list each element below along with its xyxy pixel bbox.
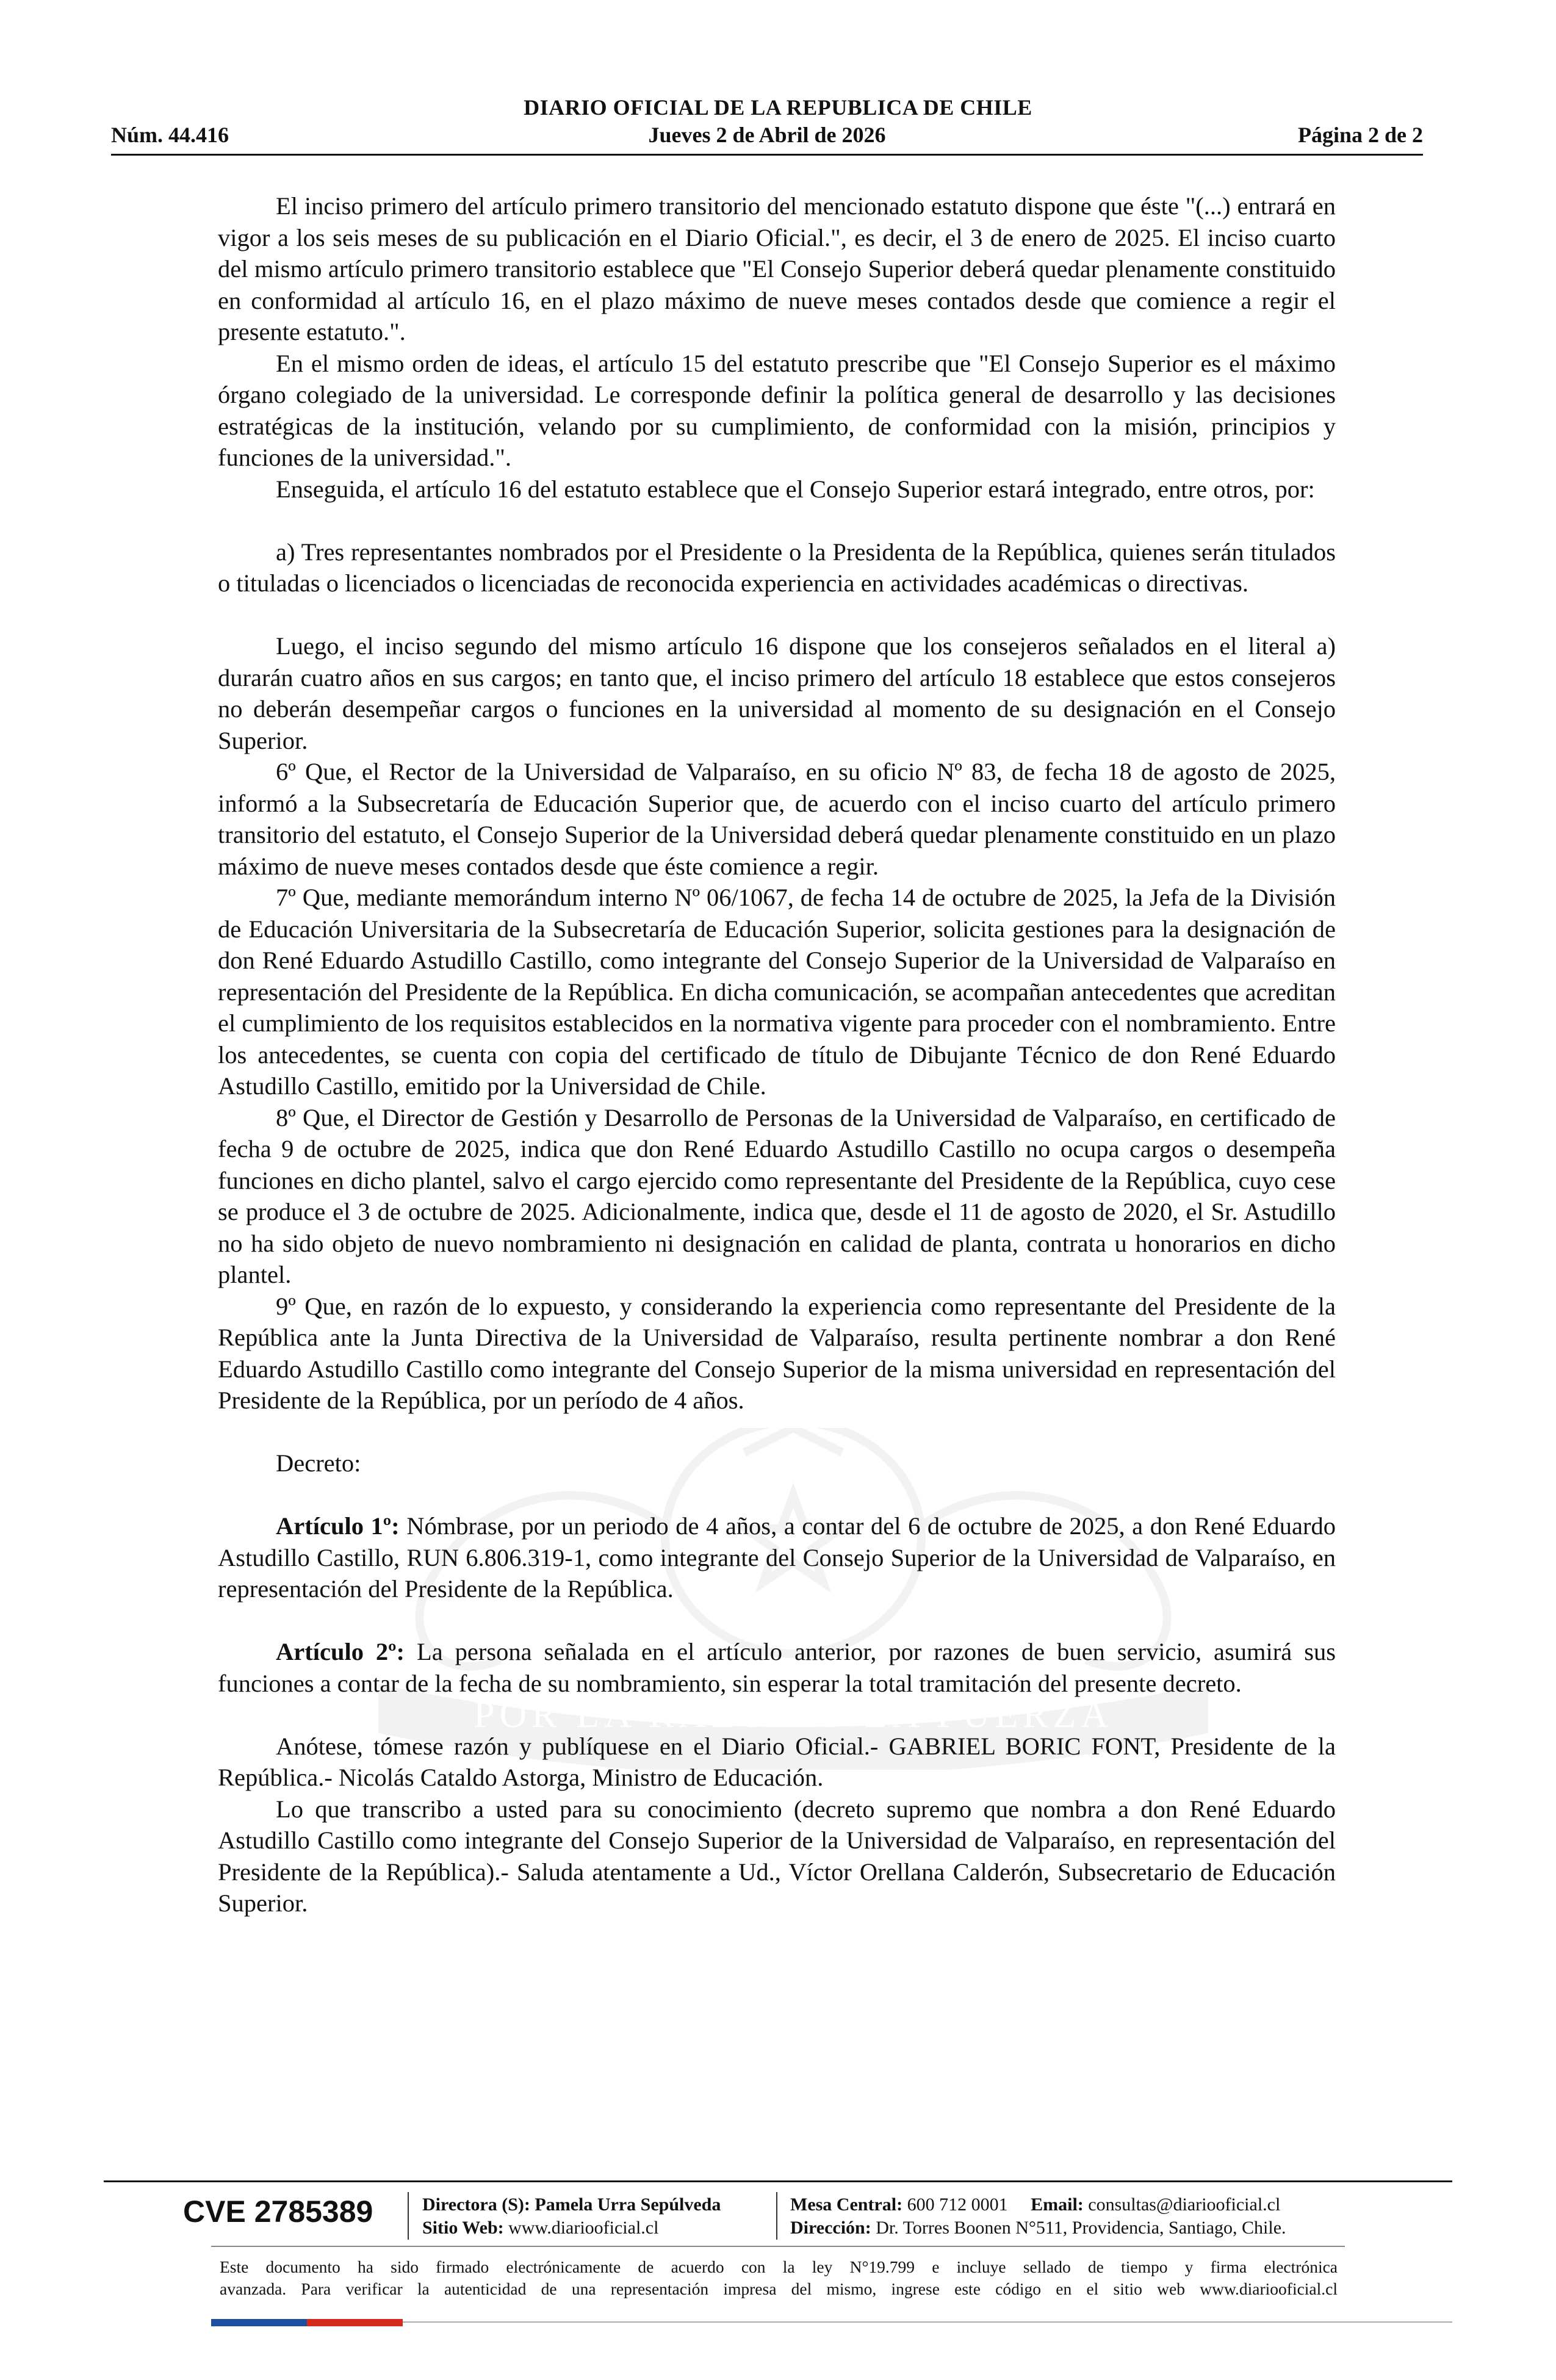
paragraph-6: 6º Que, el Rector de la Universidad de Valparaíso, en su oficio Nº 83, de fecha 18 de agosto de 2025, informó a la Subsecretaría de Educación Superior que, de acuerdo con el inciso cuarto del artículo primero transitorio del estatuto, el Consejo Superior de la Universidad deberá quedar plenamente constituido en un plazo máximo de nueve meses contados desde que éste comience a regir. <box>218 758 1336 880</box>
signature-notice <box>220 2256 1338 2300</box>
header-divider <box>111 154 1423 156</box>
signature-notice-line-2: avanzada. Para verificar la autenticidad de una representación impresa del mismo, ingrese este código en el sitio web www.diariooficial.cl <box>220 2279 1338 2298</box>
signature-notice-line-1: Este documento ha sido firmado electrónicamente de acuerdo con la ley N°19.799 e incluye sellado de tiempo y firma electrónica <box>220 2257 1338 2276</box>
footer-divider-bottom <box>403 2321 1452 2323</box>
paragraph-closing: Anótese, tómese razón y publíquese en el Diario Oficial.- GABRIEL BORIC FONT, Presidente de la República.- Nicolás Cataldo Astorga, Ministro de Educación. <box>218 1732 1336 1791</box>
phone-value: 600 712 0001 <box>902 2194 1008 2215</box>
paragraph-7: 7º Que, mediante memorándum interno Nº 06/1067, de fecha 14 de octubre de 2025, la Jefa de la División de Educación Universitaria de la Subsecretaría de Educación Superior, solicita gestiones para la designación de don René Eduardo Astudillo Castillo, como integrante del Consejo Superior de la Universidad de Valparaíso en representación del Presidente de la República. En dicha comunicación, se acompañan antecedentes que acreditan el cumplimiento de los requisitos establecidos en la normativa vigente para proceder con el nombramiento. Entre los antecedentes, se cuenta con copia del certificado de título de Dibujante Técnico de don René Eduardo Astudillo Castillo, emitido por la Universidad de Chile. <box>218 884 1336 1100</box>
watermark-motto: POR LA RAZÓN O LA FUERZA <box>473 1694 1114 1736</box>
article-2-label: Artículo 2º: <box>276 1638 405 1665</box>
paragraph-5: Luego, el inciso segundo del mismo artículo 16 dispone que los consejeros señalados en el literal a) durarán cuatro años en sus cargos; en tanto que, el inciso primero del artículo 18 establece que estos consejeros no deberán desempeñar cargos o funciones en la universidad al momento de su designación en el Consejo Superior. <box>218 632 1336 754</box>
footer-contact-column <box>790 2193 1286 2240</box>
footer-separator-1 <box>408 2192 409 2240</box>
article-1-text: Nómbrase, por un periodo de 4 años, a contar del 6 de octubre de 2025, a don René Eduardo Astudillo Castillo, RUN 6.806.319-1, como integrante del Consejo Superior de la Universidad de Valparaíso, en representación del Presidente de la República. <box>218 1512 1336 1603</box>
paragraph-transcription: Lo que transcribo a usted para su conocimiento (decreto supremo que nombra a don René Eduardo Astudillo Castillo como integrante del Consejo Superior de la Universidad de Valparaíso, en representación del Presidente de la República).- Saluda atentamente a Ud., Víctor Orellana Calderón, Subsecretario de Educación Superior. <box>218 1795 1336 1917</box>
newspaper-title: DIARIO OFICIAL DE LA REPUBLICA DE CHILE <box>524 95 1032 120</box>
paragraph-9: 9º Que, en razón de lo expuesto, y considerando la experiencia como representante del Presidente de la República ante la Junta Directiva de la Universidad de Valparaíso, resulta pertinente nombrar a don René Eduardo Astudillo Castillo como integrante del Consejo Superior de la misma universidad en representación del Presidente de la República, por un período de 4 años. <box>218 1292 1336 1414</box>
paragraph-4: a) Tres representantes nombrados por el Presidente o la Presidenta de la República, quienes serán titulados o tituladas o licenciados o licenciadas de reconocida experiencia en actividades académicas o directivas. <box>218 538 1336 597</box>
paragraph-8: 8º Que, el Director de Gestión y Desarrollo de Personas de la Universidad de Valparaíso, en certificado de fecha 9 de octubre de 2025, indica que don René Eduardo Astudillo Castillo no ocupa cargos o desempeña funciones en dicho plantel, salvo el cargo ejercido como representante del Presidente de la República, cuyo cese se produce el 3 de octubre de 2025. Adicionalmente, indica que, desde el 11 de agosto de 2020, el Sr. Astudillo no ha sido objeto de nuevo nombramiento ni designación en calidad de planta, contrata u honorarios en dicho plantel. <box>218 1103 1336 1288</box>
article-1-label: Artículo 1º: <box>276 1512 400 1540</box>
email-link[interactable]: consultas@diariooficial.cl <box>1083 2194 1281 2215</box>
paragraph-3: Enseguida, el artículo 16 del estatuto establece que el Consejo Superior estará integrado, entre otros, por: <box>276 475 1315 503</box>
email-label: Email: <box>1031 2194 1084 2215</box>
address-label: Dirección: <box>790 2218 871 2238</box>
website-label: Sitio Web: <box>422 2218 504 2238</box>
footer-separator-2 <box>776 2192 777 2240</box>
director-label: Directora (S): <box>422 2194 530 2215</box>
website-link[interactable]: www.diariooficial.cl <box>503 2218 659 2238</box>
article-2-text: La persona señalada en el artículo anterior, por razones de buen servicio, asumirá sus funciones a contar de la fecha de su nombramiento, sin esperar la total tramitación del presente decreto. <box>218 1638 1336 1697</box>
director-name: Pamela Urra Sepúlveda <box>530 2194 721 2215</box>
flag-blue-segment <box>211 2319 307 2326</box>
paragraph-2: En el mismo orden de ideas, el artículo 15 del estatuto prescribe que "El Consejo Superior es el máximo órgano colegiado de la universidad. Le corresponde definir la política general de desarrollo y las decisiones estratégicas de la institución, velando por su cumplimiento, de conformidad con la misión, principios y funciones de la universidad.". <box>218 349 1336 471</box>
address-line <box>790 2216 1286 2240</box>
flag-red-segment <box>307 2319 403 2326</box>
phone-label: Mesa Central: <box>790 2194 903 2215</box>
flag-color-bar <box>211 2319 403 2326</box>
header-row <box>111 122 1423 153</box>
website-line <box>422 2216 721 2240</box>
footer-directory-column <box>422 2193 721 2240</box>
footer-divider-top <box>104 2180 1452 2182</box>
contact-line <box>790 2193 1286 2216</box>
article-1 <box>218 1510 1336 1605</box>
footer-divider-middle <box>211 2246 1345 2247</box>
cve-code: CVE 2785389 <box>183 2194 373 2229</box>
paragraph-1: El inciso primero del artículo primero transitorio del mencionado estatuto dispone que éste "(...) entrará en vigor a los seis meses de su publicación en el Diario Oficial.", es decir, el 3 de enero de 2025. El inciso cuarto del mismo artículo primero transitorio establece que "El Consejo Superior deberá quedar plenamente constituido en conformidad al artículo 16, en el plazo máximo de nueve meses contados desde que comience a regir el presente estatuto.". <box>218 192 1336 345</box>
document-body <box>218 190 1336 1919</box>
article-2 <box>218 1636 1336 1699</box>
issue-date: Jueves 2 de Abril de 2026 <box>648 123 886 147</box>
decreto-heading: Decreto: <box>276 1449 361 1477</box>
issue-number: Núm. 44.416 <box>111 123 229 147</box>
address-value: Dr. Torres Boonen N°511, Providencia, Santiago, Chile. <box>871 2218 1286 2238</box>
page-number: Página 2 de 2 <box>1297 123 1423 147</box>
director-line <box>422 2193 721 2216</box>
